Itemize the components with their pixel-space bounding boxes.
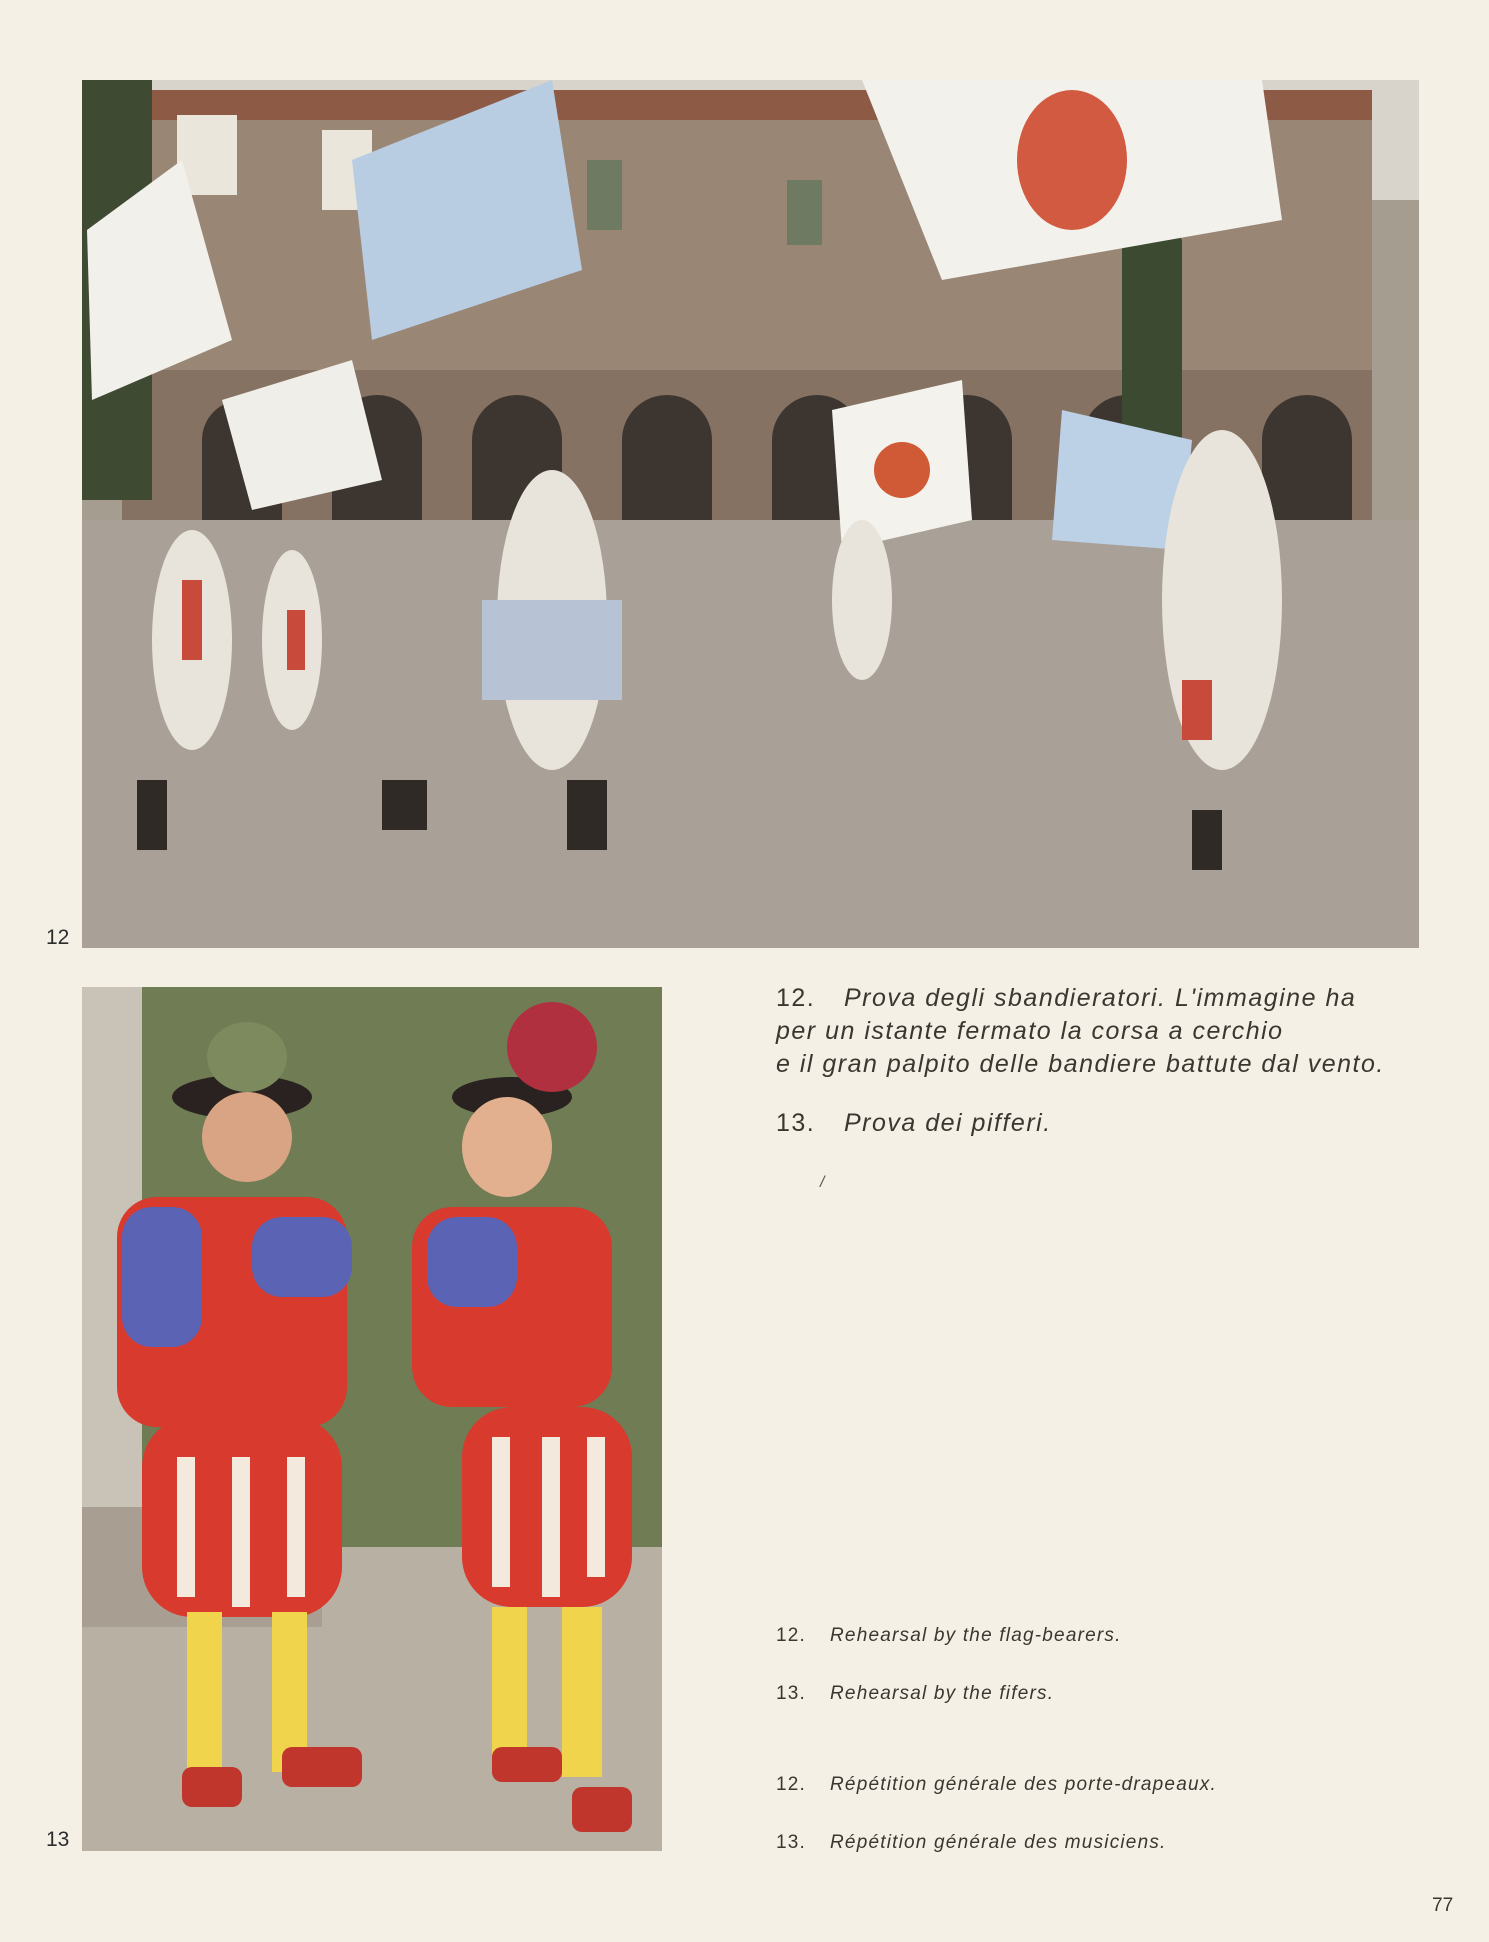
caption-it-13-text: Prova dei pifferi. xyxy=(844,1109,1052,1137)
page-number: 77 xyxy=(1432,1895,1454,1916)
captions-english xyxy=(776,1625,1426,1741)
caption-en-12 xyxy=(776,1625,1426,1683)
caption-en-13-text: Rehearsal by the fifers. xyxy=(830,1683,1055,1704)
caption-en-12-text: Rehearsal by the flag-bearers. xyxy=(830,1625,1122,1646)
caption-it-12-line-1 xyxy=(776,982,1426,1015)
caption-it-13 xyxy=(776,1107,1426,1140)
caption-it-12-text-1: Prova degli sbandieratori. L'immagine ha xyxy=(844,984,1357,1012)
photo-flag-bearers-illustration xyxy=(82,80,1419,948)
caption-it-12-text-3: e il gran palpito delle bandiere battute dal vento. xyxy=(776,1050,1385,1078)
caption-it-13-number: 13. xyxy=(776,1109,816,1137)
caption-fr-12-text: Répétition générale des porte-drapeaux. xyxy=(830,1774,1217,1795)
caption-it-12 xyxy=(776,982,1426,1081)
captions-italian xyxy=(776,982,1426,1166)
caption-en-12-number: 12. xyxy=(776,1625,807,1646)
caption-fr-12-number: 12. xyxy=(776,1774,807,1795)
caption-it-12-number: 12. xyxy=(776,984,816,1012)
photo-flag-bearers xyxy=(82,80,1419,948)
caption-en-13-number: 13. xyxy=(776,1683,807,1704)
caption-it-12-text-2: per un istante fermato la corsa a cerchio xyxy=(776,1017,1284,1045)
photo-fifers-illustration xyxy=(82,987,662,1851)
captions-french xyxy=(776,1774,1426,1890)
caption-fr-12 xyxy=(776,1774,1426,1832)
caption-fr-13-text: Répétition générale des musiciens. xyxy=(830,1832,1167,1853)
caption-fr-13-number: 13. xyxy=(776,1832,807,1853)
caption-en-13 xyxy=(776,1683,1426,1741)
plate-number-12: 12 xyxy=(46,926,70,949)
plate-number-13: 13 xyxy=(46,1828,70,1851)
stray-mark: / xyxy=(820,1174,825,1191)
photo-fifers xyxy=(82,987,662,1851)
caption-fr-13 xyxy=(776,1832,1426,1890)
